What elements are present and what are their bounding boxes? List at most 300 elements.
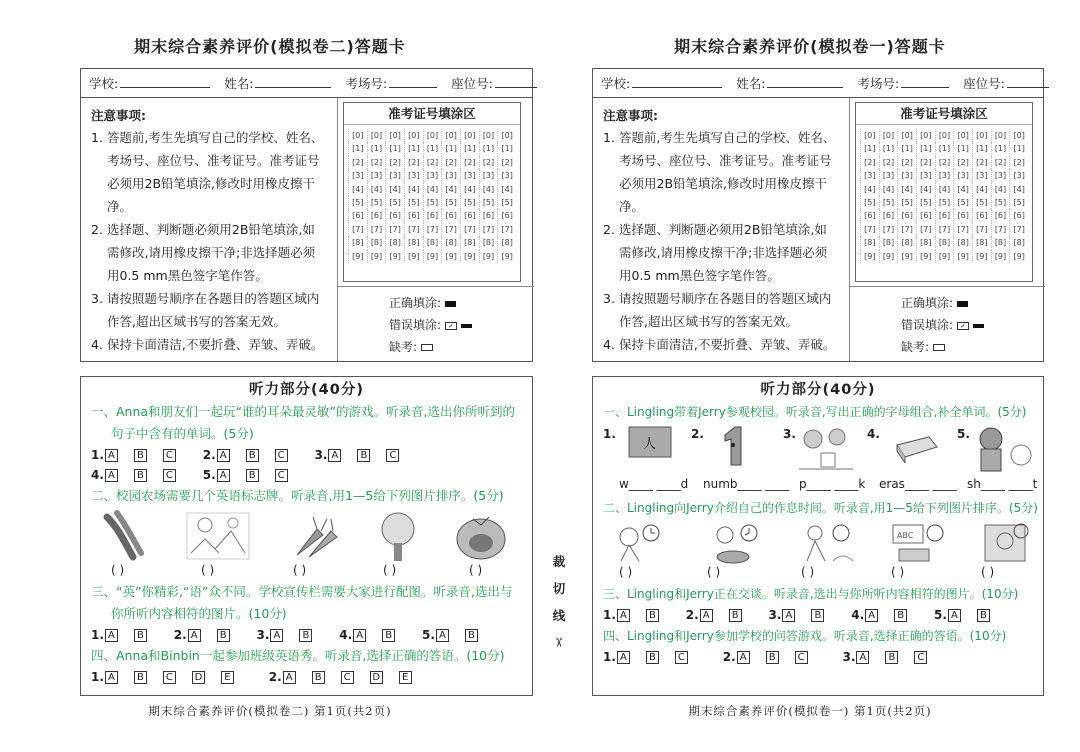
digit-bubble[interactable]: [1] — [479, 142, 498, 155]
digit-bubble[interactable]: [5] — [991, 196, 1010, 209]
notes-title: 注意事项: — [91, 108, 146, 123]
tomato-picture — [453, 509, 509, 561]
digit-bubble[interactable]: [2] — [404, 156, 423, 169]
animal-shirt-picture — [969, 425, 1039, 475]
digit-bubble[interactable]: [8] — [497, 236, 516, 249]
option-box[interactable]: A — [782, 609, 795, 622]
option-box[interactable]: A — [617, 651, 630, 664]
option-box[interactable]: A — [328, 449, 341, 462]
digit-bubble[interactable]: [0] — [1009, 129, 1028, 142]
digit-bubble[interactable]: [1] — [404, 142, 423, 155]
answer-paren[interactable]: ( ) — [981, 565, 995, 579]
digit-bubble[interactable]: [7] — [441, 223, 460, 236]
digit-bubble[interactable]: [4] — [1009, 183, 1028, 196]
name-field[interactable]: 姓名: — [736, 74, 843, 92]
seat-field[interactable]: 座位号: — [451, 74, 537, 92]
digit-bubble[interactable]: [6] — [423, 209, 442, 222]
digit-bubble[interactable]: [0] — [479, 129, 498, 142]
digit-bubble[interactable]: [6] — [972, 209, 991, 222]
digit-bubble[interactable]: [7] — [423, 223, 442, 236]
digit-bubble[interactable]: [7] — [367, 223, 386, 236]
option-box[interactable]: B — [766, 651, 779, 664]
digit-bubble[interactable]: [6] — [460, 209, 479, 222]
option-box[interactable]: B — [357, 449, 370, 462]
digit-bubble[interactable]: [5] — [367, 196, 386, 209]
digit-bubble[interactable]: [8] — [935, 236, 954, 249]
q-number: 2. — [691, 427, 704, 441]
digit-bubble[interactable]: [3] — [385, 169, 404, 182]
digit-bubble[interactable]: [2] — [860, 156, 879, 169]
digit-bubble[interactable]: [9] — [860, 250, 879, 263]
cut-char: 线 — [552, 608, 566, 623]
digit-bubble[interactable]: [9] — [935, 250, 954, 263]
digit-bubble[interactable]: [9] — [1009, 250, 1028, 263]
digit-bubble[interactable]: [2] — [348, 156, 367, 169]
option-box[interactable]: A — [270, 629, 283, 642]
answer-paren[interactable]: ( ) — [801, 565, 815, 579]
digit-bubble[interactable]: [4] — [991, 183, 1010, 196]
q-number: 5. — [934, 608, 947, 622]
option-box[interactable]: B — [134, 629, 147, 642]
digit-bubble[interactable]: [2] — [460, 156, 479, 169]
digit-bubble[interactable]: [7] — [497, 223, 516, 236]
option-box[interactable]: C — [341, 671, 354, 684]
digit-grid[interactable] — [856, 125, 1032, 263]
digit-bubble[interactable]: [4] — [972, 183, 991, 196]
listening-section — [592, 376, 1044, 696]
option-box[interactable]: B — [885, 651, 898, 664]
digit-bubble[interactable]: [9] — [385, 250, 404, 263]
option-box[interactable]: B — [134, 469, 147, 482]
digit-bubble[interactable]: [1] — [1009, 142, 1028, 155]
digit-bubble[interactable]: [2] — [423, 156, 442, 169]
word-blank[interactable]: w____ ____d — [619, 477, 689, 491]
digit-bubble[interactable]: [6] — [441, 209, 460, 222]
digit-bubble[interactable]: [0] — [897, 129, 916, 142]
digit-bubble[interactable]: [1] — [497, 142, 516, 155]
digit-bubble[interactable]: [8] — [385, 236, 404, 249]
digit-bubble[interactable]: [4] — [367, 183, 386, 196]
option-box[interactable]: A — [353, 629, 366, 642]
digit-bubble[interactable]: [5] — [860, 196, 879, 209]
digit-bubble[interactable]: [6] — [916, 209, 935, 222]
digit-bubble[interactable]: [3] — [460, 169, 479, 182]
digit-bubble[interactable]: [1] — [879, 142, 898, 155]
option-box[interactable]: D — [192, 671, 205, 684]
digit-bubble[interactable]: [5] — [348, 196, 367, 209]
digit-bubble[interactable]: [6] — [385, 209, 404, 222]
digit-bubble[interactable]: [1] — [385, 142, 404, 155]
digit-bubble[interactable]: [0] — [441, 129, 460, 142]
digit-bubble[interactable]: [4] — [404, 183, 423, 196]
digit-bubble[interactable]: [8] — [972, 236, 991, 249]
option-box[interactable]: B — [811, 609, 824, 622]
digit-bubble[interactable]: [0] — [367, 129, 386, 142]
option-box[interactable]: B — [646, 609, 659, 622]
digit-bubble[interactable]: [4] — [385, 183, 404, 196]
digit-bubble[interactable]: [7] — [348, 223, 367, 236]
digit-bubble[interactable]: [9] — [916, 250, 935, 263]
digit-bubble[interactable]: [9] — [348, 250, 367, 263]
digit-bubble[interactable]: [2] — [972, 156, 991, 169]
digit-bubble[interactable]: [1] — [367, 142, 386, 155]
digit-bubble[interactable]: [6] — [935, 209, 954, 222]
exam-room-field[interactable]: 考场号: — [857, 74, 949, 92]
digit-bubble[interactable]: [7] — [479, 223, 498, 236]
option-box[interactable]: C — [675, 651, 688, 664]
digit-bubble[interactable]: [0] — [991, 129, 1010, 142]
digit-bubble[interactable]: [9] — [479, 250, 498, 263]
page-title: 期末综合素养评价(模拟卷二)答题卡 — [134, 37, 406, 56]
digit-bubble[interactable]: [0] — [879, 129, 898, 142]
digit-bubble[interactable]: [5] — [953, 196, 972, 209]
q-number: 2. — [722, 650, 736, 664]
digit-bubble[interactable]: [4] — [916, 183, 935, 196]
digit-bubble[interactable]: [5] — [897, 196, 916, 209]
word-blank[interactable]: eras____ ____ — [879, 477, 957, 491]
digit-bubble[interactable]: [6] — [479, 209, 498, 222]
answer-paren[interactable]: ( ) — [707, 565, 721, 579]
beans-picture — [99, 509, 145, 561]
option-box[interactable]: C — [275, 469, 288, 482]
question-3-cont: 你所听内容相符的图片。(10分) — [111, 606, 287, 621]
svg-text:ABC: ABC — [897, 531, 914, 540]
digit-bubble[interactable]: [3] — [916, 169, 935, 182]
option-box[interactable]: A — [105, 629, 118, 642]
digit-bubble[interactable]: [0] — [935, 129, 954, 142]
digit-bubble[interactable]: [2] — [879, 156, 898, 169]
option-box[interactable]: A — [737, 651, 750, 664]
digit-bubble[interactable]: [5] — [972, 196, 991, 209]
digit-bubble[interactable]: [0] — [953, 129, 972, 142]
digit-bubble[interactable]: [3] — [1009, 169, 1028, 182]
option-box[interactable]: C — [163, 671, 176, 684]
answer-paren[interactable]: ( ) — [201, 563, 215, 577]
school-field[interactable]: 学校: — [89, 74, 210, 92]
digit-bubble[interactable]: [0] — [385, 129, 404, 142]
option-box[interactable]: B — [217, 629, 230, 642]
digit-bubble[interactable]: [4] — [348, 183, 367, 196]
q-number: 5. — [422, 628, 435, 642]
digit-bubble[interactable]: [6] — [860, 209, 879, 222]
option-box[interactable]: B — [977, 609, 990, 622]
digit-bubble[interactable]: [9] — [441, 250, 460, 263]
digit-bubble[interactable]: [8] — [423, 236, 442, 249]
digit-bubble[interactable]: [7] — [1009, 223, 1028, 236]
option-box[interactable]: B — [465, 629, 478, 642]
option-box[interactable]: C — [795, 651, 808, 664]
park-picture — [799, 425, 853, 471]
digit-bubble[interactable]: [3] — [497, 169, 516, 182]
word-blank[interactable]: sh____ ____t — [967, 477, 1038, 491]
tree-picture — [373, 509, 423, 563]
digit-bubble[interactable]: [4] — [897, 183, 916, 196]
option-box[interactable]: C — [386, 449, 399, 462]
digit-bubble[interactable]: [9] — [423, 250, 442, 263]
option-box[interactable]: A — [105, 671, 118, 684]
answer-paren[interactable]: ( ) — [891, 565, 905, 579]
digit-bubble[interactable]: [4] — [935, 183, 954, 196]
option-box[interactable]: C — [275, 449, 288, 462]
digit-bubble[interactable]: [1] — [991, 142, 1010, 155]
digit-bubble[interactable]: [2] — [441, 156, 460, 169]
option-box[interactable]: A — [217, 449, 230, 462]
digit-bubble[interactable]: [5] — [385, 196, 404, 209]
digit-bubble[interactable]: [1] — [916, 142, 935, 155]
digit-bubble[interactable]: [8] — [479, 236, 498, 249]
digit-bubble[interactable]: [5] — [935, 196, 954, 209]
digit-bubble[interactable]: [7] — [991, 223, 1010, 236]
digit-bubble[interactable]: [2] — [953, 156, 972, 169]
digit-bubble[interactable]: [1] — [953, 142, 972, 155]
digit-bubble[interactable]: [8] — [1009, 236, 1028, 249]
digit-bubble[interactable]: [4] — [460, 183, 479, 196]
digit-bubble[interactable]: [2] — [385, 156, 404, 169]
digit-bubble[interactable]: [8] — [953, 236, 972, 249]
digit-bubble[interactable]: [8] — [860, 236, 879, 249]
digit-bubble[interactable]: [3] — [441, 169, 460, 182]
option-box[interactable]: B — [894, 609, 907, 622]
digit-bubble[interactable]: [9] — [991, 250, 1010, 263]
digit-bubble[interactable]: [9] — [897, 250, 916, 263]
digit-bubble[interactable]: [8] — [916, 236, 935, 249]
option-box[interactable]: B — [246, 449, 259, 462]
digit-bubble[interactable]: [7] — [879, 223, 898, 236]
digit-bubble[interactable]: [6] — [897, 209, 916, 222]
digit-bubble[interactable]: [1] — [897, 142, 916, 155]
digit-bubble[interactable]: [5] — [879, 196, 898, 209]
digit-bubble[interactable]: [7] — [404, 223, 423, 236]
option-box[interactable]: E — [399, 671, 412, 684]
digit-bubble[interactable]: [7] — [935, 223, 954, 236]
digit-bubble[interactable]: [5] — [479, 196, 498, 209]
digit-bubble[interactable]: [7] — [385, 223, 404, 236]
q2-pictures — [81, 507, 532, 563]
answer-paren[interactable]: ( ) — [293, 563, 307, 577]
question-4: 四、Lingling和Jerry参加学校的问答游戏。听录音,选择正确的答语。(10分) — [603, 629, 1007, 643]
wake-up-picture — [613, 521, 661, 565]
digit-bubble[interactable]: [2] — [916, 156, 935, 169]
q-number: 1. — [91, 670, 104, 684]
digit-bubble[interactable]: [8] — [897, 236, 916, 249]
option-box[interactable]: B — [299, 629, 312, 642]
digit-bubble[interactable]: [8] — [991, 236, 1010, 249]
option-box[interactable]: D — [370, 671, 383, 684]
digit-bubble[interactable]: [2] — [367, 156, 386, 169]
digit-bubble[interactable]: [2] — [1009, 156, 1028, 169]
digit-bubble[interactable]: [3] — [935, 169, 954, 182]
option-box[interactable]: A — [700, 609, 713, 622]
option-box[interactable]: B — [134, 671, 147, 684]
digit-bubble[interactable]: [3] — [972, 169, 991, 182]
digit-bubble[interactable]: [3] — [367, 169, 386, 182]
option-box[interactable]: B — [729, 609, 742, 622]
school-field[interactable]: 学校: — [601, 74, 722, 92]
word-blank[interactable]: p____ ____k — [799, 477, 866, 491]
digit-bubble[interactable]: [0] — [497, 129, 516, 142]
digit-bubble[interactable]: [3] — [991, 169, 1010, 182]
digit-bubble[interactable]: [7] — [972, 223, 991, 236]
option-box[interactable]: A — [105, 449, 118, 462]
option-box[interactable]: A — [948, 609, 961, 622]
option-box[interactable]: B — [382, 629, 395, 642]
q-number: 4. — [339, 628, 353, 642]
option-box[interactable]: A — [617, 609, 630, 622]
digit-bubble[interactable]: [8] — [879, 236, 898, 249]
digit-bubble[interactable]: [4] — [497, 183, 516, 196]
q-number: 3. — [783, 427, 796, 441]
digit-bubble[interactable]: [4] — [479, 183, 498, 196]
digit-bubble[interactable]: [9] — [367, 250, 386, 263]
digit-bubble[interactable]: [5] — [423, 196, 442, 209]
absent-checkbox[interactable] — [421, 344, 433, 351]
option-box[interactable]: C — [914, 651, 927, 664]
digit-bubble[interactable]: [6] — [1009, 209, 1028, 222]
digit-bubble[interactable]: [5] — [441, 196, 460, 209]
q3-options — [593, 605, 1043, 625]
word-blank[interactable]: numb____ ____ — [703, 477, 790, 491]
digit-bubble[interactable]: [0] — [972, 129, 991, 142]
answer-paren[interactable]: ( ) — [383, 563, 397, 577]
digit-bubble[interactable]: [1] — [972, 142, 991, 155]
digit-bubble[interactable]: [2] — [935, 156, 954, 169]
digit-bubble[interactable]: [4] — [423, 183, 442, 196]
option-box[interactable]: C — [163, 449, 176, 462]
digit-bubble[interactable]: [9] — [953, 250, 972, 263]
digit-bubble[interactable]: [1] — [460, 142, 479, 155]
notes — [81, 98, 333, 361]
scissors-icon: ✂ — [551, 637, 567, 648]
digit-bubble[interactable]: [0] — [404, 129, 423, 142]
note-item: 2. 选择题、判断题必须用2B铅笔填涂,如需修改,请用橡皮擦干净;非选择题必须用0.5 mm黑色签字笔作答。 — [603, 222, 828, 283]
option-box[interactable]: A — [865, 609, 878, 622]
option-box[interactable]: A — [105, 469, 118, 482]
go-to-school-picture — [799, 521, 853, 565]
notes-title: 注意事项: — [603, 108, 658, 123]
name-field[interactable]: 姓名: — [224, 74, 331, 92]
question-1-cont: 句子中含有的单词。(5分) — [111, 426, 254, 441]
digit-bubble[interactable]: [9] — [460, 250, 479, 263]
digit-bubble[interactable]: [7] — [860, 223, 879, 236]
digit-bubble[interactable]: [6] — [879, 209, 898, 222]
digit-bubble[interactable]: [8] — [404, 236, 423, 249]
option-box[interactable]: B — [246, 469, 259, 482]
digit-bubble[interactable]: [0] — [348, 129, 367, 142]
seat-field[interactable]: 座位号: — [963, 74, 1049, 92]
digit-bubble[interactable]: [9] — [404, 250, 423, 263]
absent-checkbox[interactable] — [933, 344, 945, 351]
digit-bubble[interactable]: [6] — [348, 209, 367, 222]
digit-bubble[interactable]: [9] — [497, 250, 516, 263]
digit-bubble[interactable]: [7] — [953, 223, 972, 236]
option-box[interactable]: B — [134, 449, 147, 462]
digit-bubble[interactable]: [7] — [916, 223, 935, 236]
option-box[interactable]: C — [163, 469, 176, 482]
digit-bubble[interactable]: [5] — [1009, 196, 1028, 209]
digit-bubble[interactable]: [0] — [423, 129, 442, 142]
q-number: 4. — [851, 608, 865, 622]
digit-bubble[interactable]: [5] — [497, 196, 516, 209]
digit-bubble[interactable]: [8] — [441, 236, 460, 249]
digit-grid[interactable] — [344, 125, 520, 263]
note-item: 3. 请按照题号顺序在各题目的答题区域内作答,超出区域书写的答案无效。 — [91, 291, 320, 329]
correct-mark-icon — [445, 301, 456, 307]
option-box[interactable]: A — [436, 629, 449, 642]
digit-bubble[interactable]: [5] — [460, 196, 479, 209]
digit-bubble[interactable]: [8] — [348, 236, 367, 249]
digit-bubble[interactable]: [2] — [897, 156, 916, 169]
digit-bubble[interactable]: [2] — [497, 156, 516, 169]
digit-bubble[interactable]: [3] — [897, 169, 916, 182]
breakfast-picture — [711, 521, 759, 565]
digit-bubble[interactable]: [3] — [479, 169, 498, 182]
digit-bubble[interactable]: [3] — [423, 169, 442, 182]
cut-char: 裁 — [552, 554, 566, 569]
digit-bubble[interactable]: [7] — [897, 223, 916, 236]
digit-bubble[interactable]: [9] — [879, 250, 898, 263]
exam-room-field[interactable]: 考场号: — [345, 74, 437, 92]
answer-paren[interactable]: ( ) — [619, 565, 633, 579]
digit-bubble[interactable]: [6] — [367, 209, 386, 222]
digit-bubble[interactable]: [5] — [404, 196, 423, 209]
digit-bubble[interactable]: [4] — [441, 183, 460, 196]
digit-bubble[interactable]: [0] — [860, 129, 879, 142]
option-box[interactable]: B — [646, 651, 659, 664]
digit-bubble[interactable]: [3] — [348, 169, 367, 182]
digit-bubble[interactable]: [2] — [479, 156, 498, 169]
option-box[interactable]: A — [188, 629, 201, 642]
option-box[interactable]: A — [283, 671, 296, 684]
digit-bubble[interactable]: [4] — [860, 183, 879, 196]
digit-bubble[interactable]: [3] — [953, 169, 972, 182]
digit-bubble[interactable]: [8] — [460, 236, 479, 249]
digit-bubble[interactable]: [7] — [460, 223, 479, 236]
digit-bubble[interactable]: [5] — [916, 196, 935, 209]
digit-bubble[interactable]: [1] — [860, 142, 879, 155]
digit-bubble[interactable]: [8] — [367, 236, 386, 249]
option-box[interactable]: E — [221, 671, 234, 684]
digit-bubble[interactable]: [1] — [423, 142, 442, 155]
option-box[interactable]: A — [217, 469, 230, 482]
digit-bubble[interactable]: [6] — [404, 209, 423, 222]
digit-bubble[interactable]: [0] — [460, 129, 479, 142]
question-3: 三、“英”你精彩,“语”众不同。学校宣传栏需要大家进行配图。听录音,选出与 — [91, 584, 513, 599]
digit-bubble[interactable]: [9] — [972, 250, 991, 263]
digit-bubble[interactable]: [0] — [916, 129, 935, 142]
digit-bubble[interactable]: [1] — [348, 142, 367, 155]
wrong-mark-icon — [461, 324, 472, 328]
digit-bubble[interactable]: [4] — [879, 183, 898, 196]
q-number: 1. — [91, 448, 104, 462]
digit-bubble[interactable]: [3] — [860, 169, 879, 182]
digit-bubble[interactable]: [3] — [404, 169, 423, 182]
q4-options — [593, 647, 1043, 667]
correct-mark-icon — [957, 301, 968, 307]
digit-bubble[interactable]: [1] — [935, 142, 954, 155]
option-box[interactable]: B — [312, 671, 325, 684]
digit-bubble[interactable]: [1] — [441, 142, 460, 155]
digit-bubble[interactable]: [6] — [991, 209, 1010, 222]
digit-bubble[interactable]: [6] — [953, 209, 972, 222]
page-title: 期末综合素养评价(模拟卷一)答题卡 — [674, 37, 946, 56]
digit-bubble[interactable]: [4] — [953, 183, 972, 196]
option-box[interactable]: A — [856, 651, 869, 664]
digit-bubble[interactable]: [2] — [991, 156, 1010, 169]
answer-paren[interactable]: ( ) — [111, 563, 125, 577]
answer-paren[interactable]: ( ) — [469, 563, 483, 577]
digit-bubble[interactable]: [6] — [497, 209, 516, 222]
digit-bubble[interactable]: [3] — [879, 169, 898, 182]
